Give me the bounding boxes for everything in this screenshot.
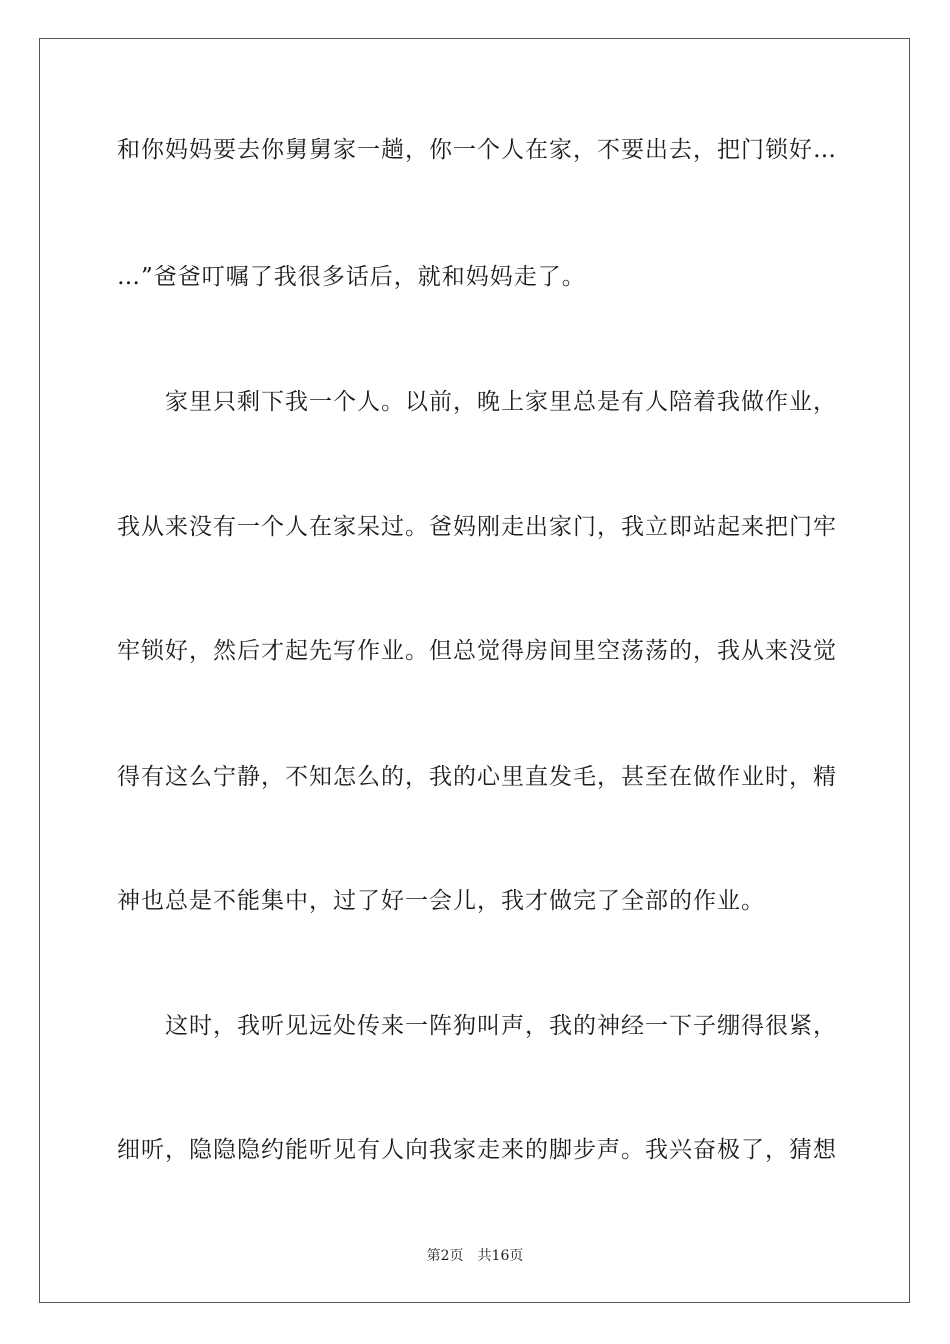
text-line-2: …”爸爸叮嘱了我很多话后，就和妈妈走了。 — [117, 264, 586, 290]
text-line-5: 牢锁好，然后才起先写作业。但总觉得房间里空荡荡的，我从来没觉 — [117, 638, 837, 664]
page-number: 第2页 — [426, 1248, 464, 1264]
text-line-9: 细听，隐隐隐约能听见有人向我家走来的脚步声。我兴奋极了，猜想 — [117, 1137, 837, 1163]
text-line-4: 我从来没有一个人在家呆过。爸妈刚走出家门，我立即站起来把门牢 — [117, 514, 837, 540]
text-line-1: 和你妈妈要去你舅舅家一趟，你一个人在家，不要出去，把门锁好… — [117, 137, 837, 163]
text-line-6: 得有这么宁静，不知怎么的，我的心里直发毛，甚至在做作业时，精 — [117, 764, 837, 790]
page-border — [39, 38, 910, 1303]
text-line-8: 这时，我听见远处传来一阵狗叫声，我的神经一下子绷得很紧， — [117, 1013, 837, 1039]
text-line-7: 神也总是不能集中，过了好一会儿，我才做完了全部的作业。 — [117, 888, 765, 914]
text-line-3: 家里只剩下我一个人。以前，晚上家里总是有人陪着我做作业， — [117, 389, 837, 415]
page-footer — [0, 1246, 950, 1266]
page-total: 共16页 — [477, 1248, 524, 1264]
